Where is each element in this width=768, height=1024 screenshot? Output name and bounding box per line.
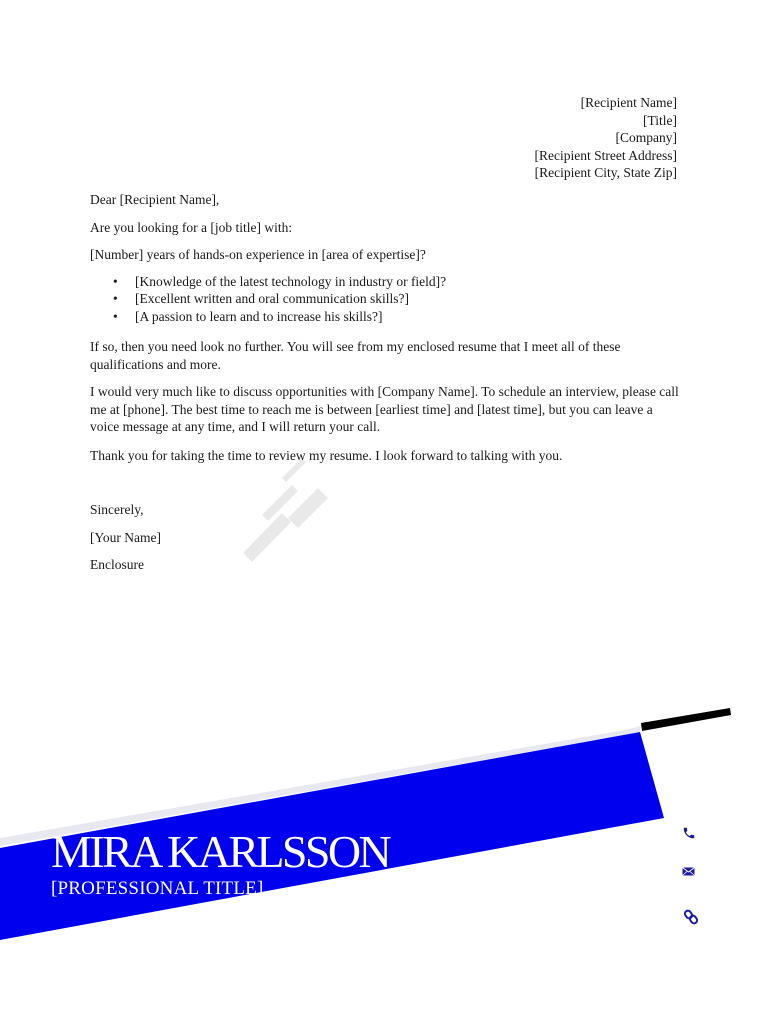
link-icon[interactable] (684, 909, 700, 925)
list-item (113, 308, 690, 326)
sender-name-block (51, 826, 389, 900)
recipient-name: [Recipient Name] (580, 95, 677, 110)
recipient-company: [Company] (615, 130, 677, 146)
signature-name: [Your Name] (90, 529, 161, 545)
experience-paragraph: [Number] years of hands-on experience in [area of expertise]? (90, 247, 426, 262)
sender-name: MIRA KARLSSON (51, 826, 390, 877)
phone-label: [Phone] (627, 830, 670, 845)
enclosure-note: Enclosure (90, 557, 144, 573)
recipient-street: [Recipient Street Address] (534, 147, 677, 163)
letter-body (90, 191, 690, 574)
list-item-text: [Excellent written and oral communication skills?] (135, 291, 410, 307)
salutation: Dear [Recipient Name], (90, 192, 220, 207)
recipient-title: [Title] (642, 112, 677, 128)
intro-paragraph: Are you looking for a [job title] with: (90, 219, 293, 235)
list-item-text: [Knowledge of the latest technology in industry or field]? (135, 273, 447, 289)
closing: Sincerely, (90, 502, 144, 518)
list-item (113, 273, 690, 291)
phone-icon[interactable] (682, 826, 698, 842)
list-item-text: [A passion to learn and to increase his skills?] (135, 308, 383, 324)
discuss-paragraph: I would very much like to discuss opportunities with [Company Name]. To schedule an interview, please call me at [phone]. The best time to reach me is between [earliest time] and [latest time], but you can leave a voice message at any time, and I will return your call. (90, 384, 679, 435)
recipient-city: [Recipient City, State Zip] (534, 165, 677, 181)
professional-title: [PROFESSIONAL TITLE] (51, 878, 264, 899)
recipient-address (535, 94, 677, 182)
thanks-paragraph: Thank you for taking the time to review my resume. I look forward to talking with you. (90, 447, 563, 463)
qualifications-list (90, 273, 690, 326)
bullet-icon: • (113, 308, 118, 324)
email-icon[interactable] (682, 866, 698, 882)
list-item (113, 290, 690, 308)
if-so-paragraph: If so, then you need look no further. You will see from my enclosed resume that I meet all of these qualifications and more. (90, 339, 621, 372)
bullet-icon: • (113, 291, 118, 307)
bullet-icon: • (113, 273, 118, 289)
black-accent-bar (641, 708, 731, 731)
